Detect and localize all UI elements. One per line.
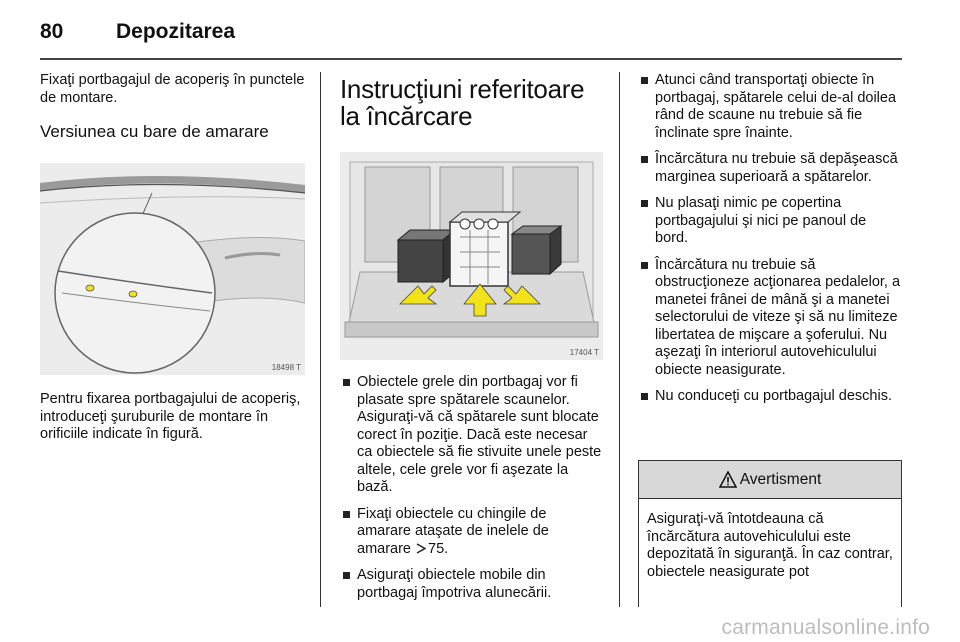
page-reference-icon: [416, 543, 426, 554]
bullet-square-icon: [641, 393, 648, 400]
warning-triangle-icon: [719, 471, 737, 488]
list-item: Nu conduceţi cu portbagajul deschis.: [638, 388, 902, 406]
chapter-title: Depozitarea: [116, 20, 236, 43]
column-divider-left: [320, 72, 321, 607]
middle-column: [340, 72, 603, 611]
bullet-square-icon: [343, 511, 350, 518]
warning-text: Asiguraţi-vă întotdeauna că încărcătura autovehiculului este depozitată în siguranţă. În caz contrar, obiectele neasigurate pot: [647, 511, 893, 580]
column-divider-right: [619, 72, 620, 607]
bullet-square-icon: [343, 572, 350, 579]
roof-rack-figure: [40, 163, 305, 375]
list-item: Fixaţi obiectele cu chingile de amarare ataşate de inelele de amarare 75.: [340, 506, 603, 559]
warning-header: [639, 461, 901, 499]
figure-number: 17404 T: [569, 348, 599, 357]
figure-caption: Pentru fixarea portbagajului de acoperiş, introduceţi şuruburile de montare în orificiile indicate în figură.: [40, 391, 301, 442]
list-item: Încărcătura nu trebuie să obstrucţioneze acţionarea pedalelor, a manetei frânei de mână şi a manetei selectorului de viteze şi să nu limiteze libertatea de mişcare a şoferului. Nu aşezaţi în interiorul autovehiculului obiecte neasigurate.: [638, 257, 902, 380]
left-column: [40, 72, 305, 444]
figure-number: 18498 T: [271, 363, 301, 372]
header-divider: [40, 58, 902, 60]
warning-box: [638, 460, 902, 607]
intro-paragraph: Fixaţi portbagajul de acoperiş în punctele de montare.: [40, 72, 305, 106]
right-column: [638, 72, 902, 415]
watermark: carmanualsonline.info: [721, 616, 930, 639]
list-item: Încărcătura nu trebuie să depăşească marginea superioară a spătarelor.: [638, 151, 902, 186]
section-heading: [340, 76, 603, 130]
page-reference[interactable]: 75.: [428, 540, 449, 557]
section-heading-line1: Instrucţiuni referitoare: [340, 74, 585, 104]
loading-rules-list: [638, 72, 902, 406]
cargo-loading-figure: [340, 152, 603, 360]
roof-rack-illustration: [40, 163, 305, 375]
section-heading-line2: la încărcare: [340, 101, 473, 131]
cargo-loading-illustration: [340, 152, 603, 360]
warning-title: Avertisment: [739, 470, 822, 488]
bullet-square-icon: [641, 200, 648, 207]
list-item: Asiguraţi obiectele mobile din portbagaj împotriva alunecării.: [340, 567, 603, 602]
list-item: Nu plasaţi nimic pe copertina portbagajului şi nici pe panoul de bord.: [638, 195, 902, 248]
loading-instructions-list: [340, 374, 603, 602]
bullet-square-icon: [641, 156, 648, 163]
page-number: 80: [40, 20, 64, 43]
bullet-square-icon: [641, 77, 648, 84]
section-subheading: Versiunea cu bare de amarare: [40, 122, 269, 141]
list-item: Obiectele grele din portbagaj vor fi plasate spre spătarele scaunelor. Asiguraţi-vă că spătarele sunt blocate corect în poziţie. Dacă este necesar ca obiectele să fie stivuite unele peste altele, cele grele vor fi aşezate la bază.: [340, 374, 603, 497]
list-item: Atunci când transportaţi obiecte în portbagaj, spătarele celui de-al doilea rând de scaune nu trebuie să fie înclinate spre înainte.: [638, 72, 902, 142]
bullet-square-icon: [343, 379, 350, 386]
bullet-square-icon: [641, 262, 648, 269]
